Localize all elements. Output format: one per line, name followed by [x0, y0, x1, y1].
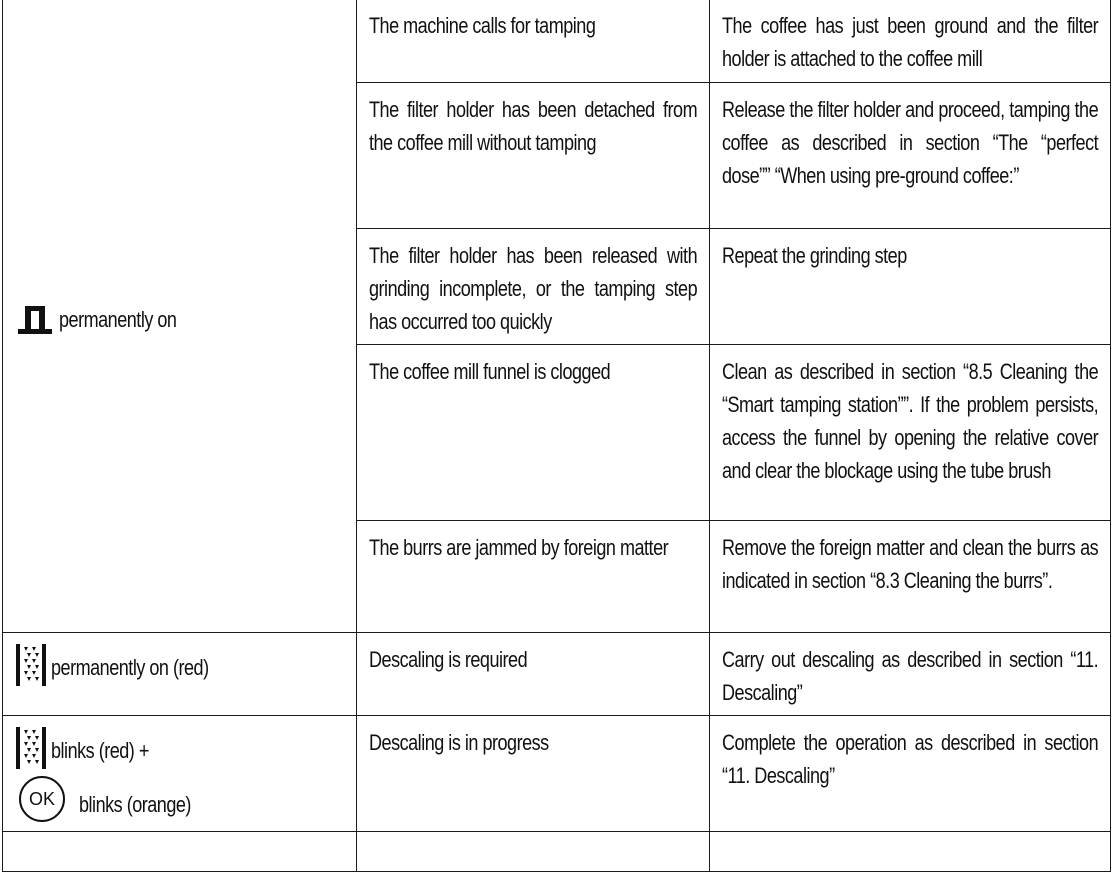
symbol-label-ok: blinks (orange) — [79, 791, 191, 817]
problem-cell: The coffee mill funnel is clogged — [357, 345, 710, 521]
symbol-cell-descale-progress — [3, 716, 357, 832]
symbol-label: permanently on — [59, 307, 177, 332]
table-cell — [710, 832, 1111, 872]
symbol-cell-tamp — [3, 0, 357, 633]
symbol-label: permanently on (red) — [51, 654, 209, 680]
table-row — [3, 633, 1111, 716]
problem-cell: Descaling is required — [357, 633, 710, 716]
table-cell — [3, 832, 357, 872]
solution-cell: Carry out descaling as described in section “11. Descaling” — [710, 633, 1111, 716]
descale-icon — [15, 643, 47, 687]
problem-cell: The burrs are jammed by foreign matter — [357, 521, 710, 633]
solution-cell: Clean as described in section “8.5 Cleaning the “Smart tamping station””. If the problem persists, access the funnel by opening the relative cover and clear the blockage using the tube brush — [710, 345, 1111, 521]
solution-cell: Release the filter holder and proceed, tamping the coffee as described in section “The “perfect dose”” “When using pre-ground coffee:” — [710, 83, 1111, 229]
tamper-icon — [17, 305, 53, 335]
problem-cell: The machine calls for tamping — [357, 0, 710, 83]
solution-cell: Remove the foreign matter and clean the burrs as indicated in section “8.3 Cleaning the burrs”. — [710, 521, 1111, 633]
symbol-label: blinks (red) + — [51, 737, 149, 763]
table-row — [3, 0, 1111, 83]
solution-cell: The coffee has just been ground and the filter holder is attached to the coffee mill — [710, 0, 1111, 83]
problem-cell: The filter holder has been released with grinding incomplete, or the tamping step has occurred too quickly — [357, 229, 710, 345]
table-cell — [357, 832, 710, 872]
ok-button-icon: OK — [19, 776, 65, 822]
troubleshooting-table — [2, 0, 1111, 872]
symbol-cell-descale — [3, 633, 357, 716]
table-row — [3, 832, 1111, 872]
descale-icon — [15, 726, 47, 770]
problem-cell: Descaling is in progress — [357, 716, 710, 832]
problem-cell: The filter holder has been detached from the coffee mill without tamping — [357, 83, 710, 229]
solution-cell: Repeat the grinding step — [710, 229, 1111, 345]
table-row — [3, 716, 1111, 832]
solution-cell: Complete the operation as described in section “11. Descaling” — [710, 716, 1111, 832]
